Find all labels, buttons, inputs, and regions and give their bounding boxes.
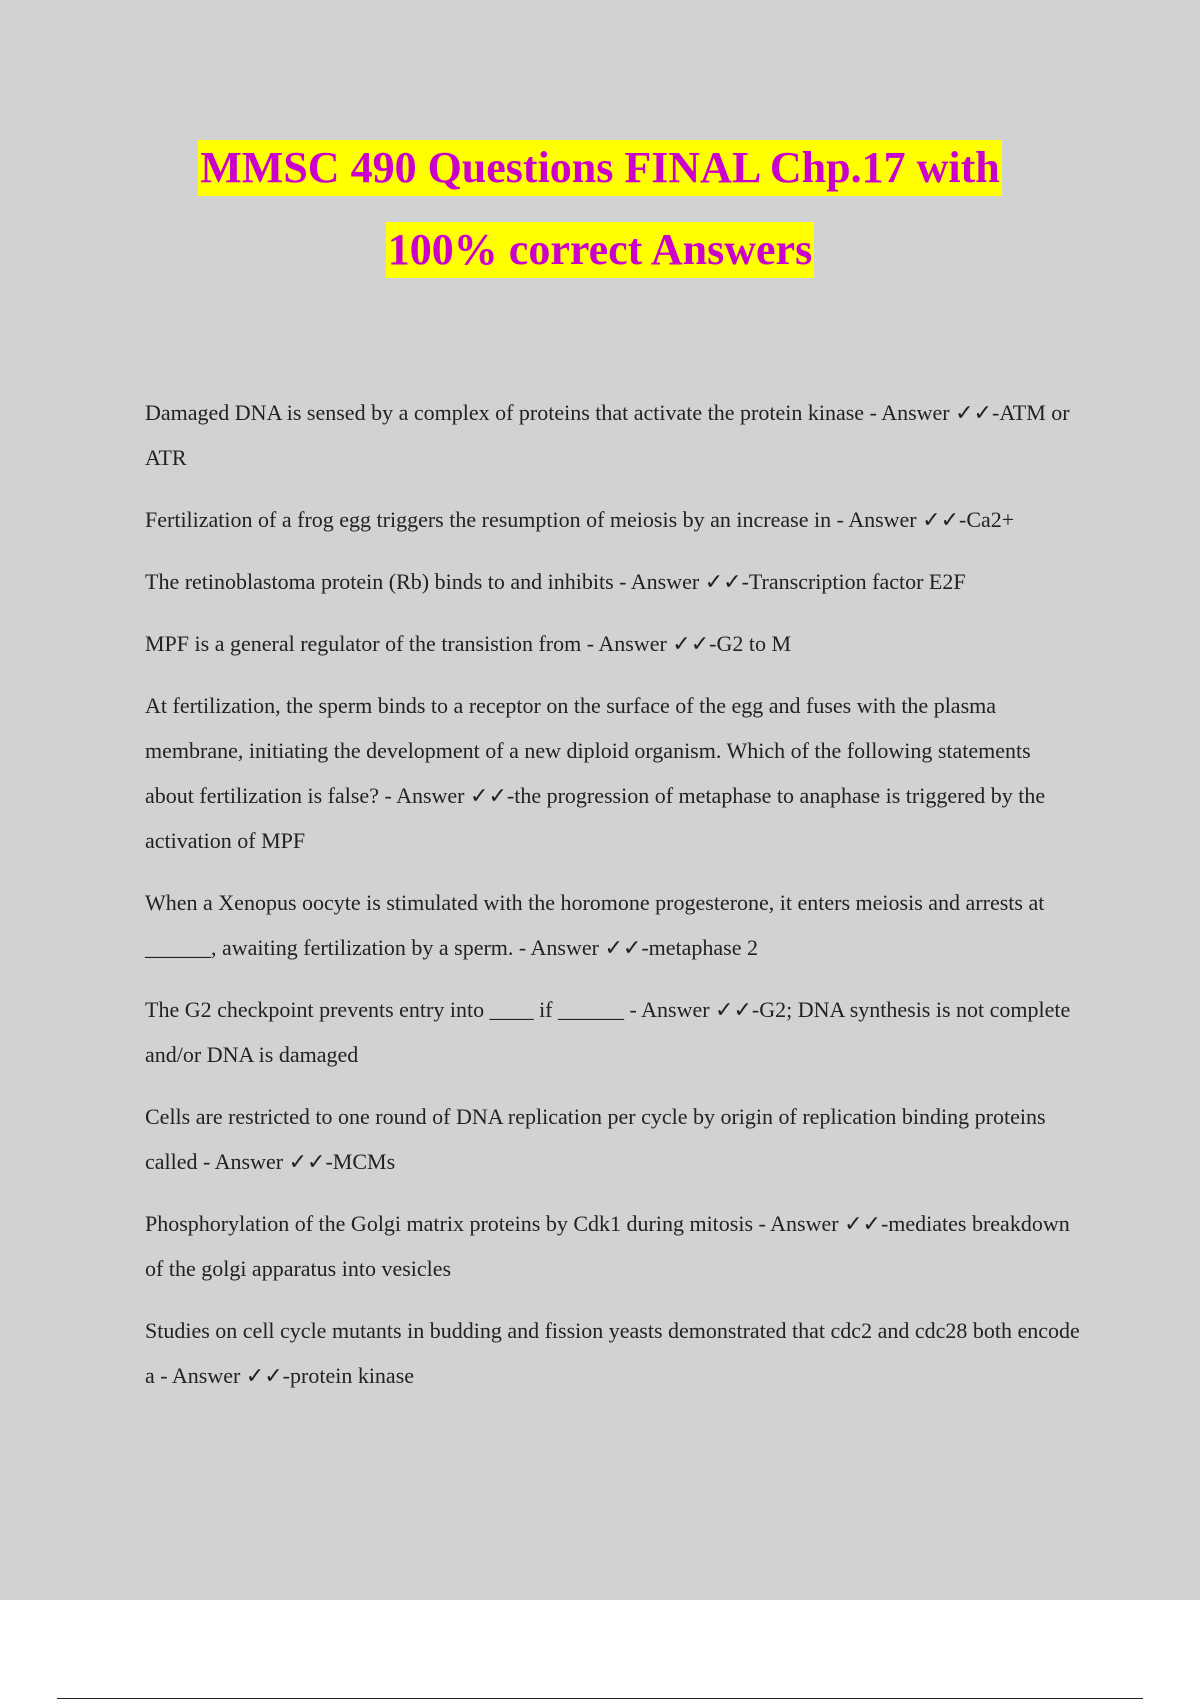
qa-item bbox=[145, 987, 1085, 1077]
title-line-2: 100% correct Answers bbox=[386, 222, 814, 278]
answer-text: protein kinase bbox=[290, 1363, 415, 1388]
answer-text: G2 to M bbox=[716, 631, 792, 656]
document-title bbox=[0, 140, 1200, 304]
answer-marker: - Answer ✓✓- bbox=[581, 631, 717, 656]
qa-item bbox=[145, 559, 1085, 604]
answer-marker: - Answer ✓✓- bbox=[197, 1149, 333, 1174]
question-text: Fertilization of a frog egg triggers the resumption of meiosis by an increase in bbox=[145, 507, 832, 532]
page-bottom-rule bbox=[57, 1698, 1143, 1699]
qa-item bbox=[145, 880, 1085, 970]
question-text: At fertilization, the sperm binds to a receptor on the surface of the egg and fuses with the plasma membrane, initiating the development of a new diploid organism. Which of the following statements about fertilization is false? bbox=[145, 693, 1031, 808]
qa-list bbox=[145, 390, 1085, 1415]
answer-marker: - Answer ✓✓- bbox=[613, 569, 749, 594]
answer-marker: - Answer ✓✓- bbox=[753, 1211, 889, 1236]
answer-marker: - Answer ✓✓- bbox=[513, 935, 649, 960]
question-text: Phosphorylation of the Golgi matrix proteins by Cdk1 during mitosis bbox=[145, 1211, 754, 1236]
question-text: The retinoblastoma protein (Rb) binds to and inhibits bbox=[145, 569, 614, 594]
answer-text: the progression of metaphase to anaphase is triggered by the activation of MPF bbox=[145, 783, 1046, 853]
qa-item bbox=[145, 621, 1085, 666]
answer-text: metaphase 2 bbox=[648, 935, 758, 960]
answer-marker: - Answer ✓✓- bbox=[624, 997, 760, 1022]
title-line-1: MMSC 490 Questions FINAL Chp.17 with bbox=[198, 140, 1001, 196]
answer-marker: - Answer ✓✓- bbox=[831, 507, 967, 532]
qa-item bbox=[145, 1094, 1085, 1184]
question-text: Damaged DNA is sensed by a complex of proteins that activate the protein kinase bbox=[145, 400, 865, 425]
answer-marker: - Answer ✓✓- bbox=[864, 400, 1000, 425]
question-text: Cells are restricted to one round of DNA replication per cycle by origin of replication binding proteins called bbox=[145, 1104, 1046, 1174]
question-text: When a Xenopus oocyte is stimulated with the horomone progesterone, it enters meiosis and arrests at ______, awaiting fertilization by a sperm. bbox=[145, 890, 1045, 960]
qa-item bbox=[145, 683, 1085, 863]
answer-text: ATM or ATR bbox=[145, 400, 1070, 470]
qa-item bbox=[145, 390, 1085, 480]
question-text: The G2 checkpoint prevents entry into ____ if ______ bbox=[145, 997, 625, 1022]
answer-text: Transcription factor E2F bbox=[748, 569, 966, 594]
qa-item bbox=[145, 1308, 1085, 1398]
question-text: MPF is a general regulator of the transistion from bbox=[145, 631, 582, 656]
answer-text: G2; DNA synthesis is not complete and/or DNA is damaged bbox=[145, 997, 1071, 1067]
answer-marker: - Answer ✓✓- bbox=[378, 783, 515, 808]
answer-marker: - Answer ✓✓- bbox=[154, 1363, 290, 1388]
answer-text: Ca2+ bbox=[966, 507, 1015, 532]
answer-text: mediates breakdown of the golgi apparatus into vesicles bbox=[145, 1211, 1070, 1281]
qa-item bbox=[145, 1201, 1085, 1291]
answer-text: MCMs bbox=[332, 1149, 396, 1174]
qa-item bbox=[145, 497, 1085, 542]
question-text: Studies on cell cycle mutants in budding and fission yeasts demonstrated that cdc2 and cdc28 both encode a bbox=[145, 1318, 1080, 1388]
